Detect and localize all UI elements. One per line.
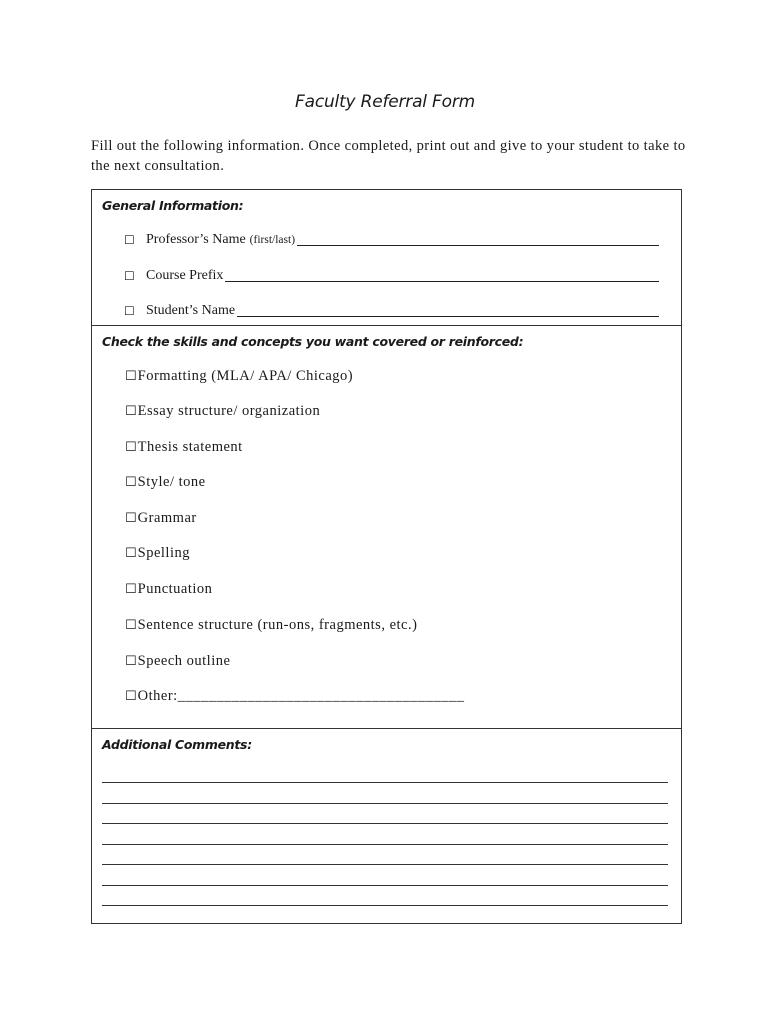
skill-sentence-structure[interactable] [125,617,417,634]
general-information-section [92,190,681,326]
form-title: Faculty Referral Form [295,92,475,112]
student-name-label: Student’s Name [146,303,236,318]
checkbox[interactable]: ☐ [125,582,137,597]
skill-punctuation[interactable] [125,581,212,598]
skill-style-tone[interactable] [125,474,206,491]
comment-line[interactable] [102,864,668,865]
course-prefix-line[interactable] [225,281,659,282]
student-name-field[interactable] [124,299,659,319]
skill-label: Essay structure/ organization [137,403,321,419]
skill-label: Other:_____________________________________ [137,688,465,704]
student-name-line[interactable] [237,316,659,317]
comment-line[interactable] [102,803,668,804]
checkbox[interactable]: ☐ [125,654,137,669]
skill-label: Punctuation [137,581,213,597]
checkbox[interactable]: ☐ [125,404,137,419]
professor-name-checkbox[interactable]: ☐ [124,233,135,247]
professor-name-label: Professor’s Name (first/last) [146,232,296,247]
professor-name-hint: (first/last) [249,234,296,246]
skill-formatting[interactable] [125,368,353,385]
referral-form [91,189,682,924]
professor-name-field[interactable] [124,228,659,248]
checkbox[interactable]: ☐ [125,546,137,561]
skill-label: Grammar [137,510,197,526]
skill-spelling[interactable] [125,545,190,562]
course-prefix-label: Course Prefix [146,268,224,283]
skill-label: Spelling [137,545,190,561]
checkbox[interactable]: ☐ [125,475,137,490]
skill-label: Sentence structure (run-ons, fragments, etc.) [137,617,418,633]
additional-comments-section [92,729,681,923]
course-prefix-checkbox[interactable]: ☐ [124,269,135,283]
skill-speech-outline[interactable] [125,653,230,670]
skills-heading: Check the skills and concepts you want covered or reinforced: [102,334,524,349]
comment-line[interactable] [102,905,668,906]
instructions-text: Fill out the following information. Once completed, print out and give to your student to take to the next consultation. [91,138,686,174]
skill-grammar[interactable] [125,510,197,527]
student-name-checkbox[interactable]: ☐ [124,304,135,318]
skill-label: Thesis statement [137,439,243,455]
comment-line[interactable] [102,885,668,886]
skill-essay-structure[interactable] [125,403,320,420]
skill-label: Formatting (MLA/ APA/ Chicago) [137,368,354,384]
professor-name-line[interactable] [297,245,659,246]
checkbox[interactable]: ☐ [125,689,137,704]
comment-line[interactable] [102,823,668,824]
skill-other[interactable] [125,688,464,705]
checkbox[interactable]: ☐ [125,369,137,384]
course-prefix-field[interactable] [124,264,659,284]
additional-comments-heading: Additional Comments: [102,737,252,752]
comment-line[interactable] [102,782,668,783]
checkbox[interactable]: ☐ [125,618,137,633]
checkbox[interactable]: ☐ [125,440,137,455]
skill-label: Speech outline [137,653,231,669]
skill-thesis-statement[interactable] [125,439,243,456]
checkbox[interactable]: ☐ [125,511,137,526]
general-information-heading: General Information: [102,198,244,213]
comment-line[interactable] [102,844,668,845]
skills-section [92,326,681,729]
skill-label: Style/ tone [137,474,206,490]
